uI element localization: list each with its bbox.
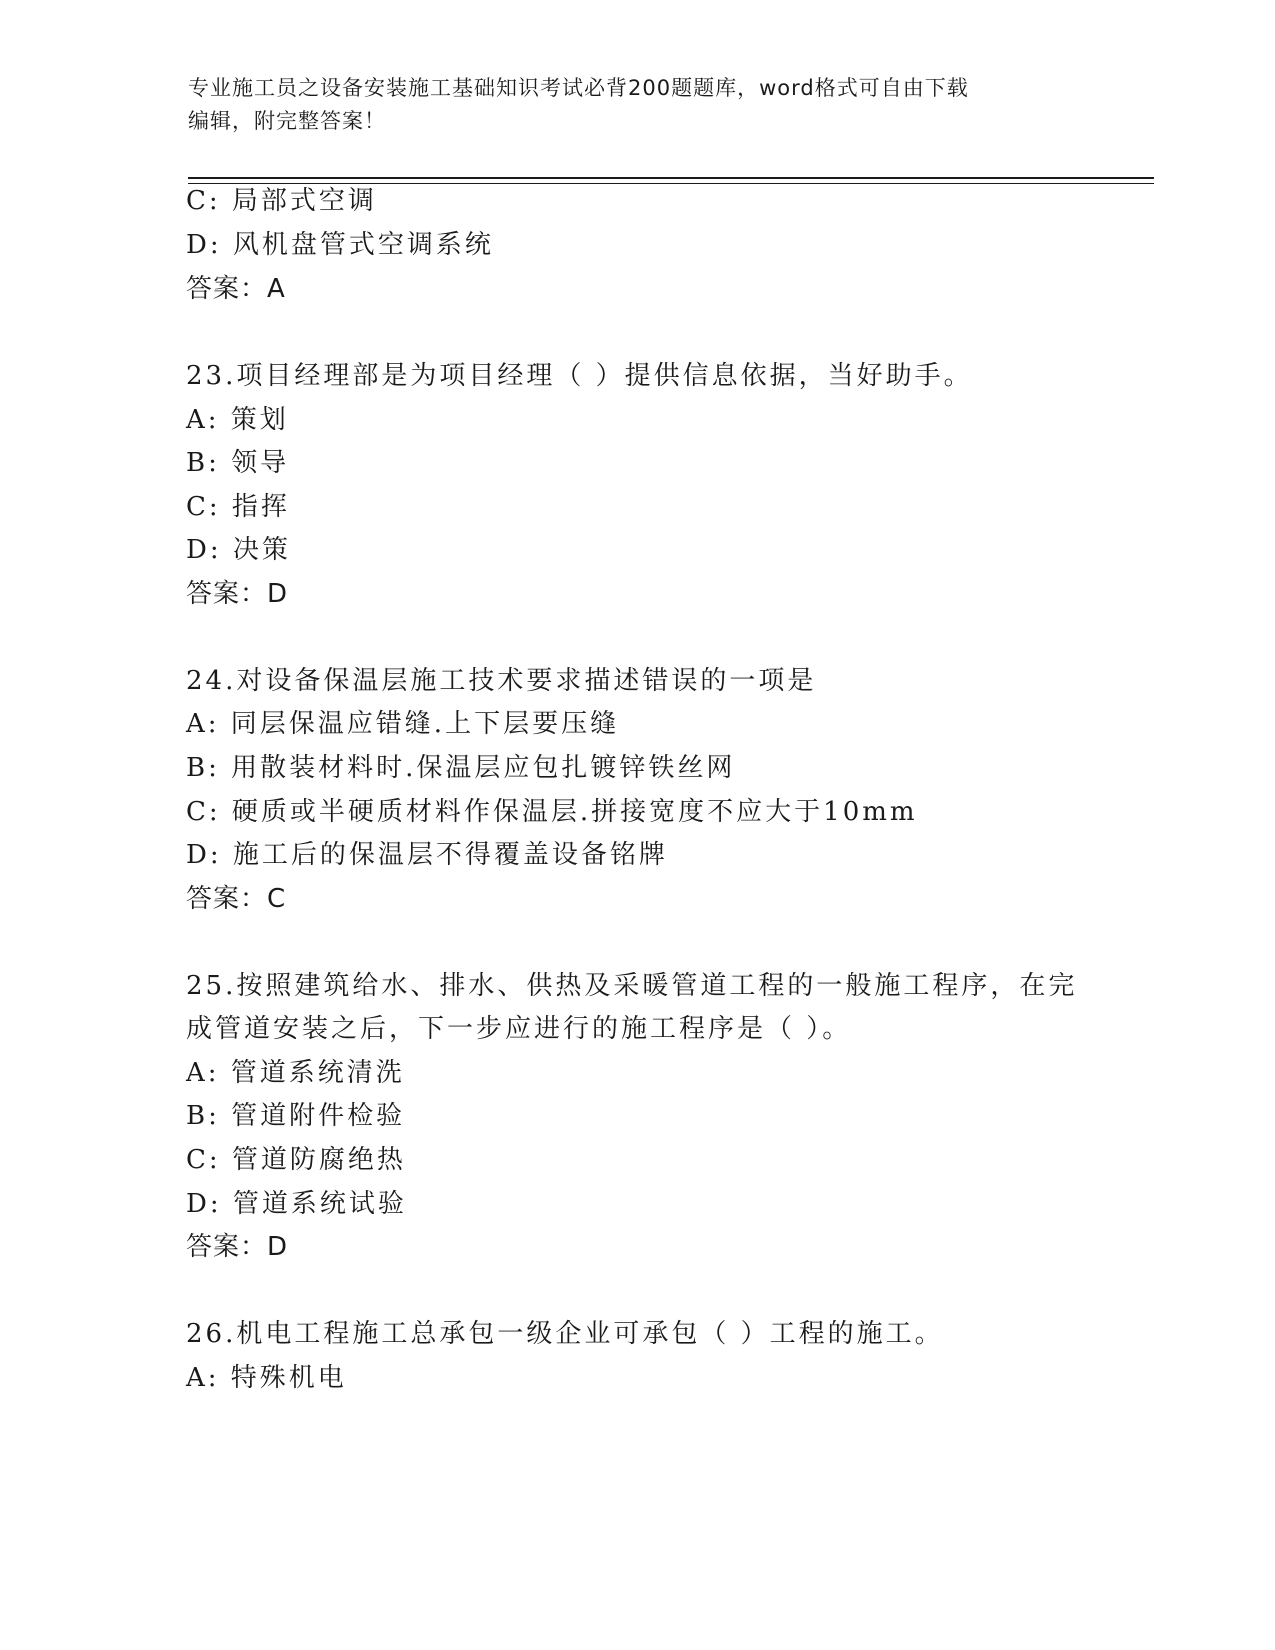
- q25-stem-line-1: 25.按照建筑给水、排水、供热及采暖管道工程的一般施工程序，在完: [186, 971, 1078, 1001]
- q24-option-b: B: 用散装材料时.保温层应包扎镀锌铁丝网: [186, 753, 736, 783]
- document-header: [188, 72, 1068, 138]
- header-rule-thick: [188, 177, 1154, 179]
- q24-option-c: C: 硬质或半硬质材料作保温层.拼接宽度不应大于10mm: [186, 797, 918, 827]
- q23-option-d: D: 决策: [186, 535, 291, 565]
- q23-answer: 答案：D: [186, 579, 289, 609]
- q23-option-c: C: 指挥: [186, 492, 290, 522]
- q25-option-d: D: 管道系统试验: [186, 1189, 407, 1219]
- q25-option-a: A: 管道系统清洗: [186, 1058, 405, 1088]
- q24-option-a: A: 同层保温应错缝.上下层要压缝: [186, 709, 620, 739]
- q23-option-a: A: 策划: [186, 405, 289, 435]
- q26-stem: 26.机电工程施工总承包一级企业可承包（ ）工程的施工。: [186, 1319, 944, 1349]
- q24-stem: 24.对设备保温层施工技术要求描述错误的一项是: [186, 666, 817, 696]
- header-line-2: 编辑，附完整答案！: [188, 109, 386, 133]
- q23-stem: 23.项目经理部是为项目经理（ ）提供信息依据，当好助手。: [186, 361, 973, 391]
- q25-option-c: C: 管道防腐绝热: [186, 1145, 406, 1175]
- q23-option-b: B: 领导: [186, 448, 290, 478]
- prev-option-c: C: 局部式空调: [186, 186, 377, 216]
- prev-option-d: D: 风机盘管式空调系统: [186, 230, 494, 260]
- q24-option-d: D: 施工后的保温层不得覆盖设备铭牌: [186, 840, 668, 870]
- q25-stem-line-2: 成管道安装之后，下一步应进行的施工程序是（ ）。: [186, 1014, 852, 1044]
- q24-answer: 答案：C: [186, 884, 287, 914]
- q25-option-b: B: 管道附件检验: [186, 1101, 406, 1131]
- header-line-1: 专业施工员之设备安装施工基础知识考试必背200题题库，word格式可自由下载: [188, 76, 969, 100]
- q25-answer: 答案：D: [186, 1232, 289, 1262]
- prev-answer: 答案：A: [186, 274, 286, 304]
- q26-option-a: A: 特殊机电: [186, 1363, 347, 1393]
